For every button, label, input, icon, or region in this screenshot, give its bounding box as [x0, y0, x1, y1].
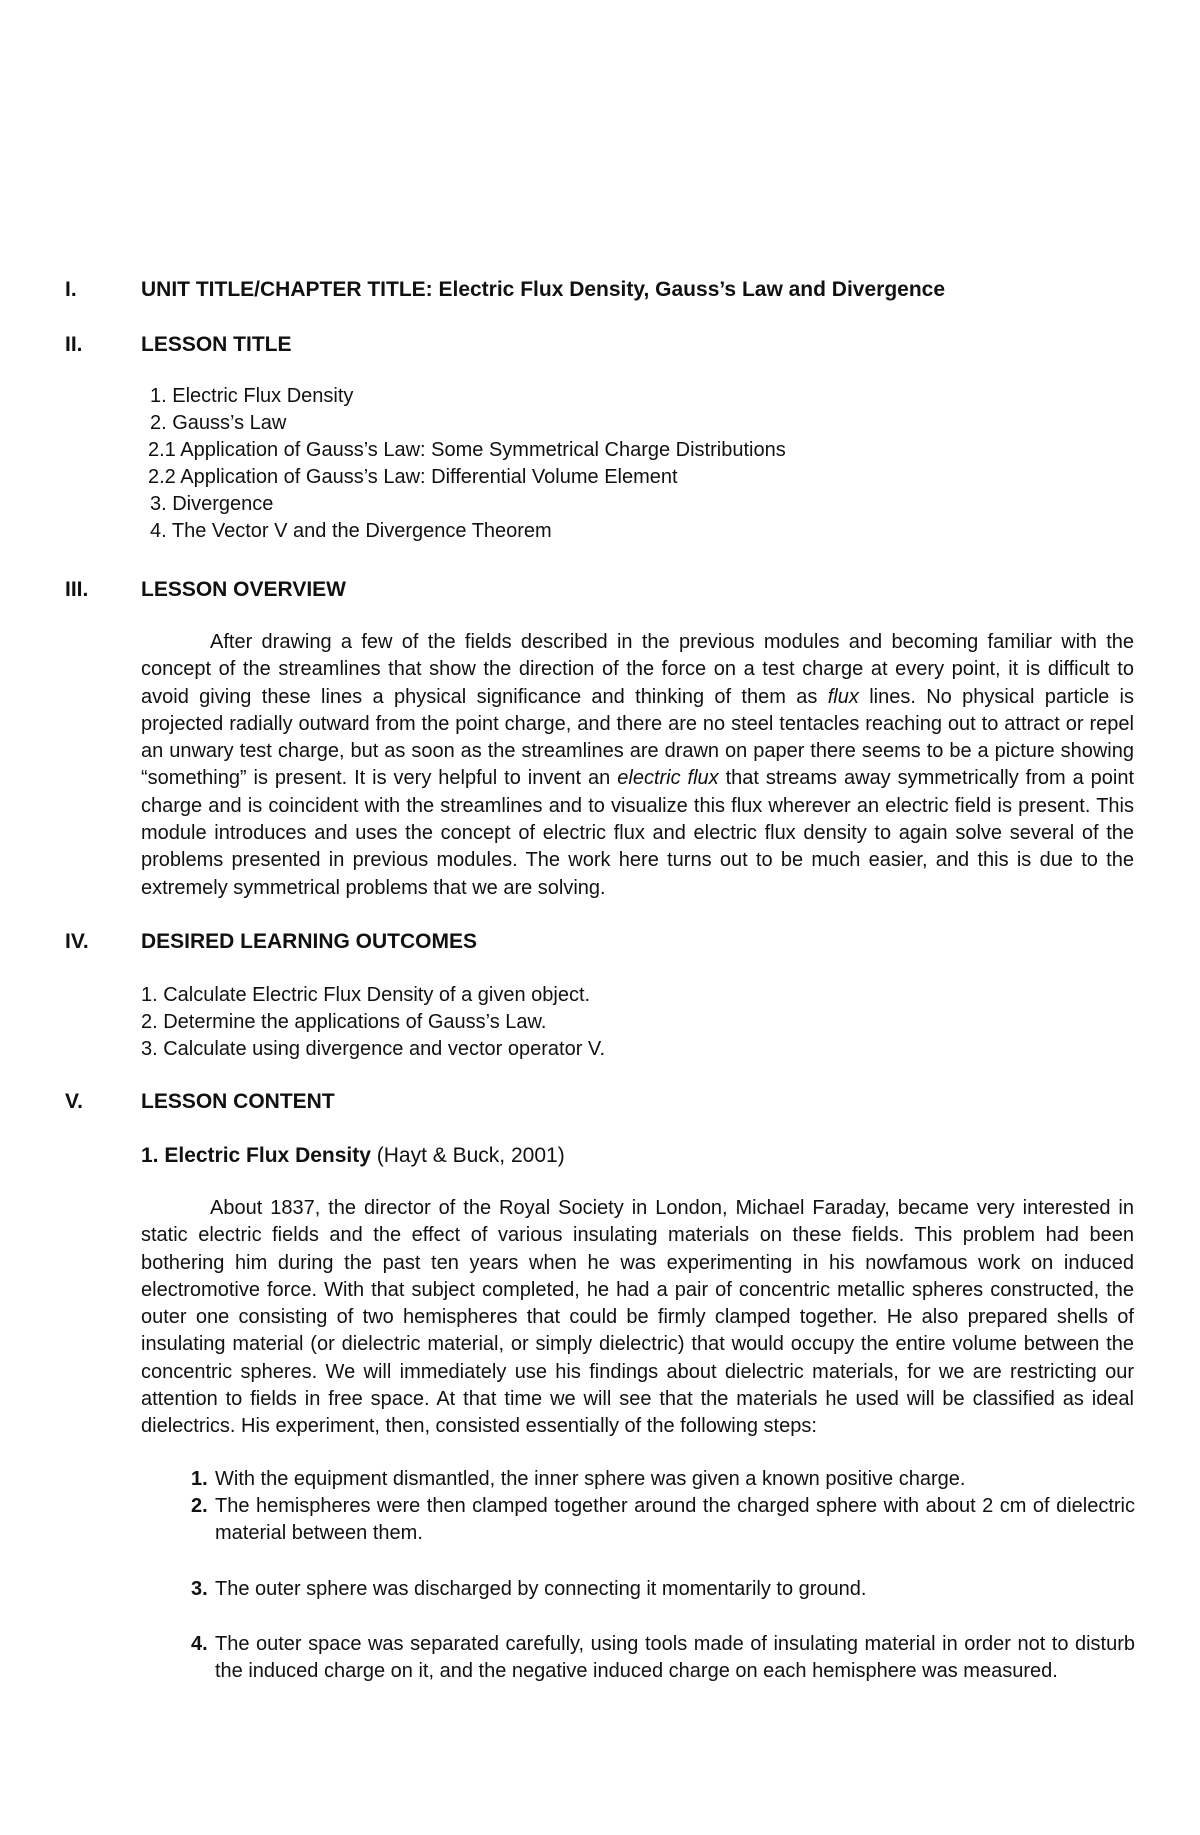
section-number-2: II.	[65, 333, 83, 356]
unit-title-label: UNIT TITLE/CHAPTER TITLE:	[141, 278, 439, 301]
learning-outcomes-list	[141, 982, 605, 1063]
content-subheading-reference: (Hayt & Buck, 2001)	[370, 1144, 565, 1167]
lesson-title-item: 4. The Vector V and the Divergence Theorem	[150, 520, 552, 542]
step-text: The hemispheres were then clamped together around the charged sphere with about 2 cm of dielectric material between them.	[215, 1495, 1135, 1544]
section-number-4: IV.	[65, 930, 89, 953]
experiment-step	[191, 1576, 1135, 1603]
content-subheading-title: 1. Electric Flux Density	[141, 1144, 371, 1167]
section-number-3: III.	[65, 578, 89, 601]
overview-text-1: After drawing a few of the fields described in the previous modules and becoming familiar with the concept of the streamlines that show the direction of the force on a test charge at every point, it is difficult to avoid giving these lines a physical significance and thinking of them as	[141, 631, 1134, 708]
step-number: 3.	[191, 1578, 208, 1600]
lesson-title-item: 2.2 Application of Gauss’s Law: Differential Volume Element	[148, 466, 678, 488]
experiment-step	[191, 1631, 1135, 1685]
step-text: The outer space was separated carefully, using tools made of insulating material in order not to disturb the induced charge on it, and the negative induced charge on each hemisphere was measured.	[215, 1633, 1135, 1682]
learning-outcomes-heading: DESIRED LEARNING OUTCOMES	[141, 930, 478, 953]
overview-text-2: lines. No physical particle is projected radially outward from the point charge, and there are no steel tentacles reaching out to attract or repel an unwary test charge, but as soon as the streamlines are drawn on paper there seems to be a picture showing “something” is present. It is very helpful to invent an	[141, 685, 1134, 790]
experiment-step	[191, 1466, 1135, 1493]
faraday-paragraph	[141, 1195, 1134, 1441]
step-number: 1.	[191, 1468, 208, 1490]
lesson-content-heading: LESSON CONTENT	[141, 1090, 335, 1113]
step-number: 2.	[191, 1495, 208, 1517]
lesson-overview-heading: LESSON OVERVIEW	[141, 578, 346, 601]
step-text: The outer sphere was discharged by connecting it momentarily to ground.	[215, 1578, 867, 1600]
section-number-1: I.	[65, 278, 77, 301]
experiment-step	[191, 1493, 1135, 1547]
overview-electric-flux: electric flux	[617, 767, 719, 790]
section-number-5: V.	[65, 1090, 83, 1113]
outcome-item: 2. Determine the applications of Gauss’s Law.	[141, 1011, 547, 1033]
unit-title-text: Electric Flux Density, Gauss’s Law and Divergence	[438, 278, 946, 301]
overview-paragraph	[141, 629, 1134, 902]
lesson-title-item: 2.1 Application of Gauss’s Law: Some Symmetrical Charge Distributions	[148, 439, 786, 461]
content-subheading	[141, 1144, 565, 1168]
lesson-title-list	[150, 383, 786, 545]
outcome-item: 3. Calculate using divergence and vector operator V.	[141, 1038, 605, 1060]
lesson-title-item: 1. Electric Flux Density	[150, 385, 354, 407]
lesson-title-item: 2. Gauss’s Law	[150, 412, 287, 434]
step-number: 4.	[191, 1633, 208, 1655]
step-text: With the equipment dismantled, the inner sphere was given a known positive charge.	[215, 1468, 966, 1490]
lesson-title-heading: LESSON TITLE	[141, 333, 292, 356]
overview-flux-word: flux	[827, 685, 859, 708]
outcome-item: 1. Calculate Electric Flux Density of a given object.	[141, 984, 591, 1006]
overview-text-3: that streams away symmetrically from a point charge and is coincident with the streamlines and to visualize this flux wherever an electric field is present. This module introduces and uses the concept of electric flux and electric flux density to again solve several of the problems presented in previous modules. The work here turns out to be much easier, and this is due to the extremely symmetrical problems that we are solving.	[141, 767, 1135, 899]
faraday-text: About 1837, the director of the Royal Society in London, Michael Faraday, became very interested in static electric fields and the effect of various insulating materials on these fields. This problem had been bothering him during the past ten years when he was experimenting in his nowfamous work on induced electromotive force. With that subject completed, he had a pair of concentric metallic spheres constructed, the outer one consisting of two hemispheres that could be firmly clamped together. He also prepared shells of insulating material (or dielectric material, or simply dielectric) that would occupy the entire volume between the concentric spheres. We will immediately use his findings about dielectric materials, for we are restricting our attention to fields in free space. At that time we will see that the materials he used will be classified as ideal dielectrics. His experiment, then, consisted essentially of the following steps:	[141, 1197, 1134, 1438]
unit-title	[141, 278, 945, 302]
lesson-title-item: 3. Divergence	[150, 493, 274, 515]
